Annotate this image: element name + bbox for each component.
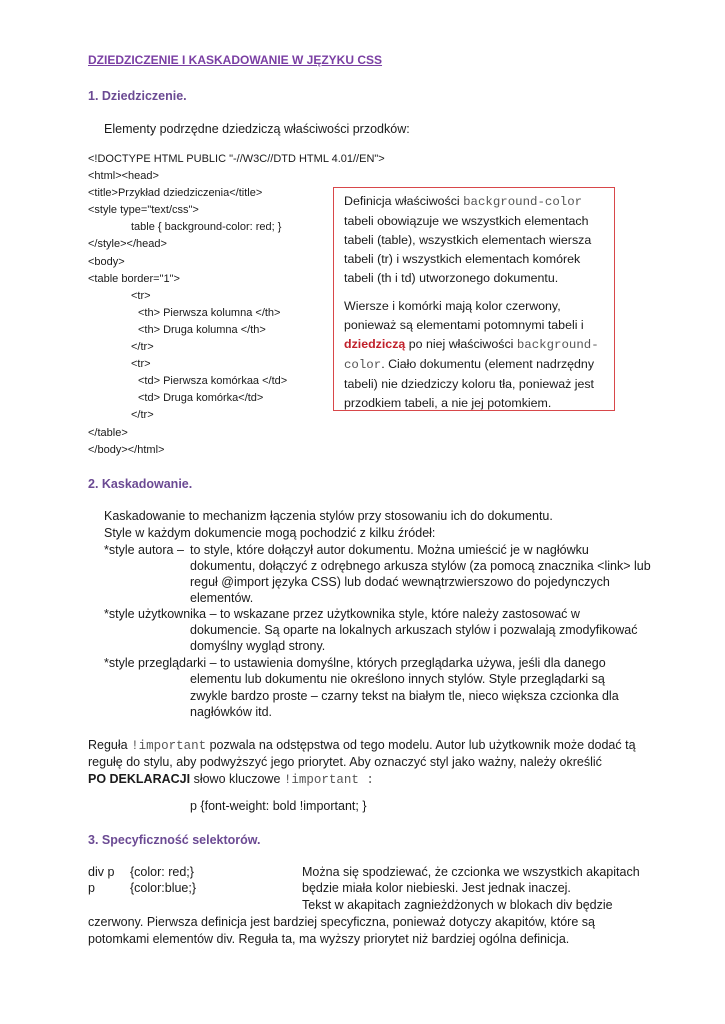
section-heading-inheritance: 1. Dziedziczenie. [88,89,187,103]
code-line: </body></html> [88,444,165,456]
code-line: <td> Pierwsza komórkaa </td> [138,375,288,387]
important-text: słowo kluczowe [190,772,284,786]
cascade-text: elementu lub dokumentu nie określono innych stylów. Style przeglądarki są [190,672,605,686]
specificity-text: Można się spodziewać, że czcionka we wszystkich akapitach [302,865,640,879]
code-line: </table> [88,427,128,439]
selector: div p [88,865,115,879]
inheritance-note-box [333,187,615,411]
box-text: ponieważ są elementami potomnymi tabeli i [344,318,584,332]
important-paragraph [88,771,374,789]
code-line: <style type="text/css"> [88,204,199,216]
important-example: p {font-weight: bold !important; } [190,799,367,813]
box-code: background- [516,338,599,352]
box-text: tabeli (th i td) utworzonego dokumentu. [344,271,559,285]
code-line: </style></head> [88,238,167,250]
cascade-text: reguł @import języka CSS) lub dodać wewnątrzwierszowo do pojedynczych [190,575,610,589]
section-heading-specificity: 3. Specyficzność selektorów. [88,833,261,847]
section-heading-cascade: 2. Kaskadowanie. [88,477,193,491]
important-text: pozwala na odstępstwa od tego modelu. Autor lub użytkownik może dodać tą [206,738,636,752]
cascade-author-label: *style autora – [104,543,184,557]
code-line: </tr> [131,409,154,421]
important-paragraph [88,737,636,755]
box-text: Wiersze i komórki mają kolor czerwony, [344,299,561,313]
selector: p [88,881,95,895]
box-text: po niej właściwości [405,337,517,351]
cascade-text: *style przeglądarki – to ustawienia domyślne, których przeglądarka używa, jeśli dla danego [104,656,606,670]
rule: {color: red;} [130,865,194,879]
box-text: przodkiem tabeli, a nie jej potomkiem. [344,396,552,410]
box-highlight: dziedziczą [344,337,406,351]
code-line: <th> Druga kolumna </th> [138,324,266,336]
cascade-text: elementów. [190,591,254,605]
code-line: <th> Pierwsza kolumna </th> [138,307,281,319]
box-text: tabeli) nie dziedziczy koloru tła, ponieważ jest [344,377,595,391]
box-text: . Ciało dokumentu (element nadrzędny [381,357,595,371]
code-line: <html><head> [88,170,159,182]
cascade-text: to style, które dołączył autor dokumentu. Można umieścić je w nagłówku [190,543,589,557]
cascade-text: nagłówków itd. [190,705,272,719]
specificity-text: będzie miała kolor niebieski. Jest jednak inaczej. [302,881,571,895]
code-line: <td> Druga komórka</td> [138,392,264,404]
cascade-text: dokumentu, dołączyć z odrębnego arkusza stylów (za pomocą znacznika <link> lub [190,559,651,573]
specificity-text: potomkami elementów div. Reguła ta, ma wyższy priorytet niż bardziej ogólna definicja. [88,932,570,946]
cascade-text: zwykle bardzo proste – czarny tekst na białym tle, nieco większa czcionka dla [190,689,619,703]
box-text: tabeli obowiązuje we wszystkich elementach [344,214,589,228]
inheritance-intro: Elementy podrzędne dziedziczą właściwości przodków: [104,122,410,136]
important-text: regułę do stylu, aby podwyższyć jego priorytet. Aby oznaczyć styl jako ważny, należy określić [88,755,602,769]
box-text: tabeli (tr) i wszystkich elementach komórek [344,252,581,266]
specificity-text: Tekst w akapitach zagnieżdżonych w blokach div będzie [302,898,613,912]
code-line: <title>Przykład dziedziczenia</title> [88,187,263,199]
cascade-text: domyślny wygląd strony. [190,639,326,653]
important-bold: PO DEKLARACJI [88,772,191,786]
cascade-text: *style użytkownika – to wskazane przez użytkownika style, które należy zastosować w [104,607,580,621]
box-text: tabeli (table), wszystkich elementach wiersza [344,233,592,247]
code-line: <body> [88,256,125,268]
code-line: <!DOCTYPE HTML PUBLIC "-//W3C//DTD HTML 4.01//EN"> [88,153,385,165]
important-code: !important : [283,773,374,787]
important-text: Reguła [88,738,132,752]
important-code: !important [131,739,207,753]
box-text: Definicja właściwości [344,194,464,208]
code-line: <tr> [131,358,151,370]
cascade-text: Kaskadowanie to mechanizm łączenia stylów przy stosowaniu ich do dokumentu. [104,509,553,523]
code-line: table { background-color: red; } [131,221,282,233]
code-line: </tr> [131,341,154,353]
cascade-text: Style w każdym dokumencie mogą pochodzić z kilku źródeł: [104,526,436,540]
document-title: DZIEDZICZENIE I KASKADOWANIE W JĘZYKU CSS [88,53,383,67]
rule: {color:blue;} [130,881,197,895]
code-line: <tr> [131,290,151,302]
box-code: color [344,358,382,372]
specificity-text: czerwony. Pierwsza definicja jest bardziej specyficzna, ponieważ dotyczy akapitów, które są [88,915,595,929]
cascade-text: dokumencie. Są oparte na lokalnych arkuszach stylów i pozwalają zmodyfikować [190,623,638,637]
code-line: <table border="1"> [88,273,180,285]
box-code: background-color [463,195,583,209]
